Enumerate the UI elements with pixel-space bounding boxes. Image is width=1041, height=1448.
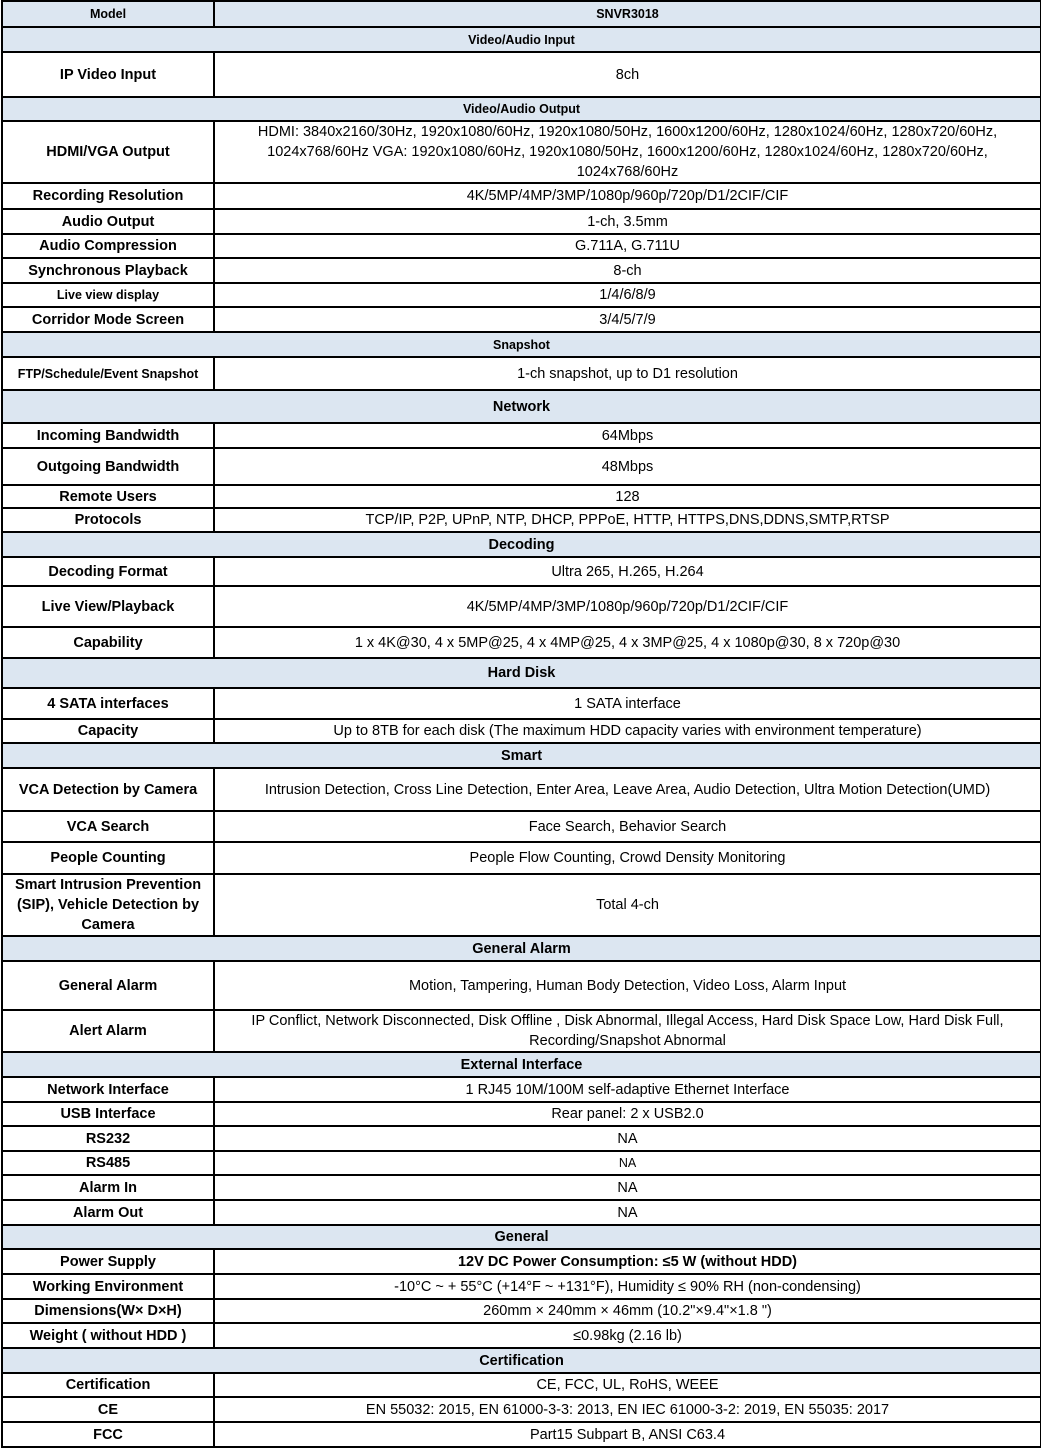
- row-label: IP Video Input: [2, 52, 214, 97]
- section-row: [2, 1348, 1041, 1373]
- section-row: [2, 390, 1041, 423]
- row-value: Up to 8TB for each disk (The maximum HDD capacity varies with environment temperature): [214, 719, 1041, 743]
- row-value: Ultra 265, H.265, H.264: [214, 557, 1041, 586]
- section-certification: Certification: [2, 1348, 1041, 1373]
- table-row: [2, 1299, 1041, 1323]
- row-label: Working Environment: [2, 1274, 214, 1299]
- section-row: [2, 27, 1041, 52]
- row-value: 48Mbps: [214, 448, 1041, 485]
- row-value: 1/4/6/8/9: [214, 283, 1041, 307]
- table-row: [2, 557, 1041, 586]
- row-label: Alert Alarm: [2, 1010, 214, 1052]
- table-row: [2, 768, 1041, 811]
- row-value: 4K/5MP/4MP/3MP/1080p/960p/720p/D1/2CIF/CIF: [214, 183, 1041, 209]
- row-value: 1 RJ45 10M/100M self-adaptive Ethernet Interface: [214, 1077, 1041, 1102]
- section-row: [2, 1052, 1041, 1077]
- table-row: [2, 1102, 1041, 1126]
- table-row: [2, 183, 1041, 209]
- section-row: [2, 1225, 1041, 1249]
- row-label: RS232: [2, 1126, 214, 1151]
- row-value: ≤0.98kg (2.16 lb): [214, 1323, 1041, 1348]
- row-label: Certification: [2, 1373, 214, 1397]
- table-row: [2, 234, 1041, 258]
- row-value: 260mm × 240mm × 46mm (10.2"×9.4"×1.8 "): [214, 1299, 1041, 1323]
- section-general: General: [2, 1225, 1041, 1249]
- table-row: [2, 688, 1041, 719]
- row-label: VCA Search: [2, 811, 214, 842]
- table-row: [2, 485, 1041, 508]
- row-value: -10°C ~ + 55°C (+14°F ~ +131°F), Humidity ≤ 90% RH (non-condensing): [214, 1274, 1041, 1299]
- section-smart: Smart: [2, 743, 1041, 768]
- row-value: 1 x 4K@30, 4 x 5MP@25, 4 x 4MP@25, 4 x 3MP@25, 4 x 1080p@30, 8 x 720p@30: [214, 627, 1041, 658]
- row-value: People Flow Counting, Crowd Density Monitoring: [214, 842, 1041, 874]
- row-value: NA: [214, 1151, 1041, 1175]
- row-value: HDMI: 3840x2160/30Hz, 1920x1080/60Hz, 1920x1080/50Hz, 1600x1200/60Hz, 1280x1024/60Hz, 1280x720/60Hz, 1024x768/60Hz VGA: 1920x1080/60Hz, 1920x1080/50Hz, 1600x1200/60Hz, 1280x1024/60Hz, 1280x720/60Hz, 1024x768/60Hz: [214, 121, 1041, 183]
- section-network: Network: [2, 390, 1041, 423]
- table-row: [2, 1397, 1041, 1422]
- model-row: [2, 1, 1041, 27]
- table-row: [2, 258, 1041, 283]
- table-row: [2, 1323, 1041, 1348]
- row-value: 64Mbps: [214, 423, 1041, 448]
- row-label: Corridor Mode Screen: [2, 307, 214, 332]
- row-label: Smart Intrusion Prevention (SIP), Vehicle Detection by Camera: [2, 874, 214, 936]
- row-value: G.711A, G.711U: [214, 234, 1041, 258]
- table-row: [2, 586, 1041, 627]
- section-external-interface: External Interface: [2, 1052, 1041, 1077]
- row-label: Synchronous Playback: [2, 258, 214, 283]
- row-value: 1-ch, 3.5mm: [214, 209, 1041, 234]
- table-row: [2, 448, 1041, 485]
- row-label: 4 SATA interfaces: [2, 688, 214, 719]
- row-label: Recording Resolution: [2, 183, 214, 209]
- row-label: Dimensions(W× D×H): [2, 1299, 214, 1323]
- row-label: Capability: [2, 627, 214, 658]
- row-value: Rear panel: 2 x USB2.0: [214, 1102, 1041, 1126]
- section-video-audio-input: Video/Audio Input: [2, 27, 1041, 52]
- table-row: [2, 1200, 1041, 1225]
- table-row: [2, 1373, 1041, 1397]
- row-value: Intrusion Detection, Cross Line Detection, Enter Area, Leave Area, Audio Detection, Ultra Motion Detection(UMD): [214, 768, 1041, 811]
- row-value: NA: [214, 1200, 1041, 1225]
- spec-table: [1, 0, 1041, 1448]
- section-row: [2, 97, 1041, 121]
- row-value: Part15 Subpart B, ANSI C63.4: [214, 1422, 1041, 1447]
- row-value: 3/4/5/7/9: [214, 307, 1041, 332]
- row-value: 128: [214, 485, 1041, 508]
- row-value: TCP/IP, P2P, UPnP, NTP, DHCP, PPPoE, HTTP, HTTPS,DNS,DDNS,SMTP,RTSP: [214, 508, 1041, 532]
- row-value: 12V DC Power Consumption: ≤5 W (without HDD): [214, 1249, 1041, 1274]
- row-label: Capacity: [2, 719, 214, 743]
- row-value: 8ch: [214, 52, 1041, 97]
- row-label: Remote Users: [2, 485, 214, 508]
- section-hard-disk: Hard Disk: [2, 658, 1041, 688]
- section-row: [2, 936, 1041, 961]
- row-value: EN 55032: 2015, EN 61000-3-3: 2013, EN IEC 61000-3-2: 2019, EN 55035: 2017: [214, 1397, 1041, 1422]
- table-row: [2, 811, 1041, 842]
- row-label: Audio Output: [2, 209, 214, 234]
- section-row: [2, 332, 1041, 357]
- row-value: NA: [214, 1126, 1041, 1151]
- row-label: FCC: [2, 1422, 214, 1447]
- section-snapshot: Snapshot: [2, 332, 1041, 357]
- row-label: RS485: [2, 1151, 214, 1175]
- table-row: [2, 1175, 1041, 1200]
- row-label: VCA Detection by Camera: [2, 768, 214, 811]
- table-row: [2, 1077, 1041, 1102]
- row-value: 4K/5MP/4MP/3MP/1080p/960p/720p/D1/2CIF/CIF: [214, 586, 1041, 627]
- table-row: [2, 52, 1041, 97]
- table-row: [2, 874, 1041, 936]
- row-label: Live View/Playback: [2, 586, 214, 627]
- row-label: USB Interface: [2, 1102, 214, 1126]
- row-value: 1-ch snapshot, up to D1 resolution: [214, 357, 1041, 390]
- row-value: 8-ch: [214, 258, 1041, 283]
- table-row: [2, 423, 1041, 448]
- row-value: 1 SATA interface: [214, 688, 1041, 719]
- section-row: [2, 658, 1041, 688]
- row-value: IP Conflict, Network Disconnected, Disk Offline , Disk Abnormal, Illegal Access, Hard Disk Space Low, Hard Disk Full, Recording/Snapshot Abnormal: [214, 1010, 1041, 1052]
- table-row: [2, 283, 1041, 307]
- row-value: CE, FCC, UL, RoHS, WEEE: [214, 1373, 1041, 1397]
- table-row: [2, 627, 1041, 658]
- table-row: [2, 121, 1041, 183]
- row-label: Incoming Bandwidth: [2, 423, 214, 448]
- model-value: SNVR3018: [214, 1, 1041, 27]
- table-row: [2, 842, 1041, 874]
- table-row: [2, 719, 1041, 743]
- row-label: Audio Compression: [2, 234, 214, 258]
- section-general-alarm: General Alarm: [2, 936, 1041, 961]
- row-label: Weight ( without HDD ): [2, 1323, 214, 1348]
- section-video-audio-output: Video/Audio Output: [2, 97, 1041, 121]
- table-row: [2, 1422, 1041, 1447]
- row-label: Network Interface: [2, 1077, 214, 1102]
- table-row: [2, 508, 1041, 532]
- row-value: Motion, Tampering, Human Body Detection, Video Loss, Alarm Input: [214, 961, 1041, 1010]
- row-label: Alarm Out: [2, 1200, 214, 1225]
- row-label: Alarm In: [2, 1175, 214, 1200]
- table-row: [2, 307, 1041, 332]
- table-row: [2, 357, 1041, 390]
- model-label: Model: [2, 1, 214, 27]
- section-row: [2, 743, 1041, 768]
- table-row: [2, 1126, 1041, 1151]
- row-label: Outgoing Bandwidth: [2, 448, 214, 485]
- row-value: Total 4-ch: [214, 874, 1041, 936]
- section-decoding: Decoding: [2, 532, 1041, 557]
- row-label: HDMI/VGA Output: [2, 121, 214, 183]
- row-label: CE: [2, 1397, 214, 1422]
- row-label: Protocols: [2, 508, 214, 532]
- row-value: NA: [214, 1175, 1041, 1200]
- table-row: [2, 1151, 1041, 1175]
- table-row: [2, 1010, 1041, 1052]
- section-row: [2, 532, 1041, 557]
- table-row: [2, 1249, 1041, 1274]
- row-label: General Alarm: [2, 961, 214, 1010]
- table-row: [2, 1274, 1041, 1299]
- row-label: Live view display: [2, 283, 214, 307]
- table-row: [2, 209, 1041, 234]
- table-row: [2, 961, 1041, 1010]
- row-label: Power Supply: [2, 1249, 214, 1274]
- row-label: People Counting: [2, 842, 214, 874]
- row-label: FTP/Schedule/Event Snapshot: [2, 357, 214, 390]
- row-value: Face Search, Behavior Search: [214, 811, 1041, 842]
- row-label: Decoding Format: [2, 557, 214, 586]
